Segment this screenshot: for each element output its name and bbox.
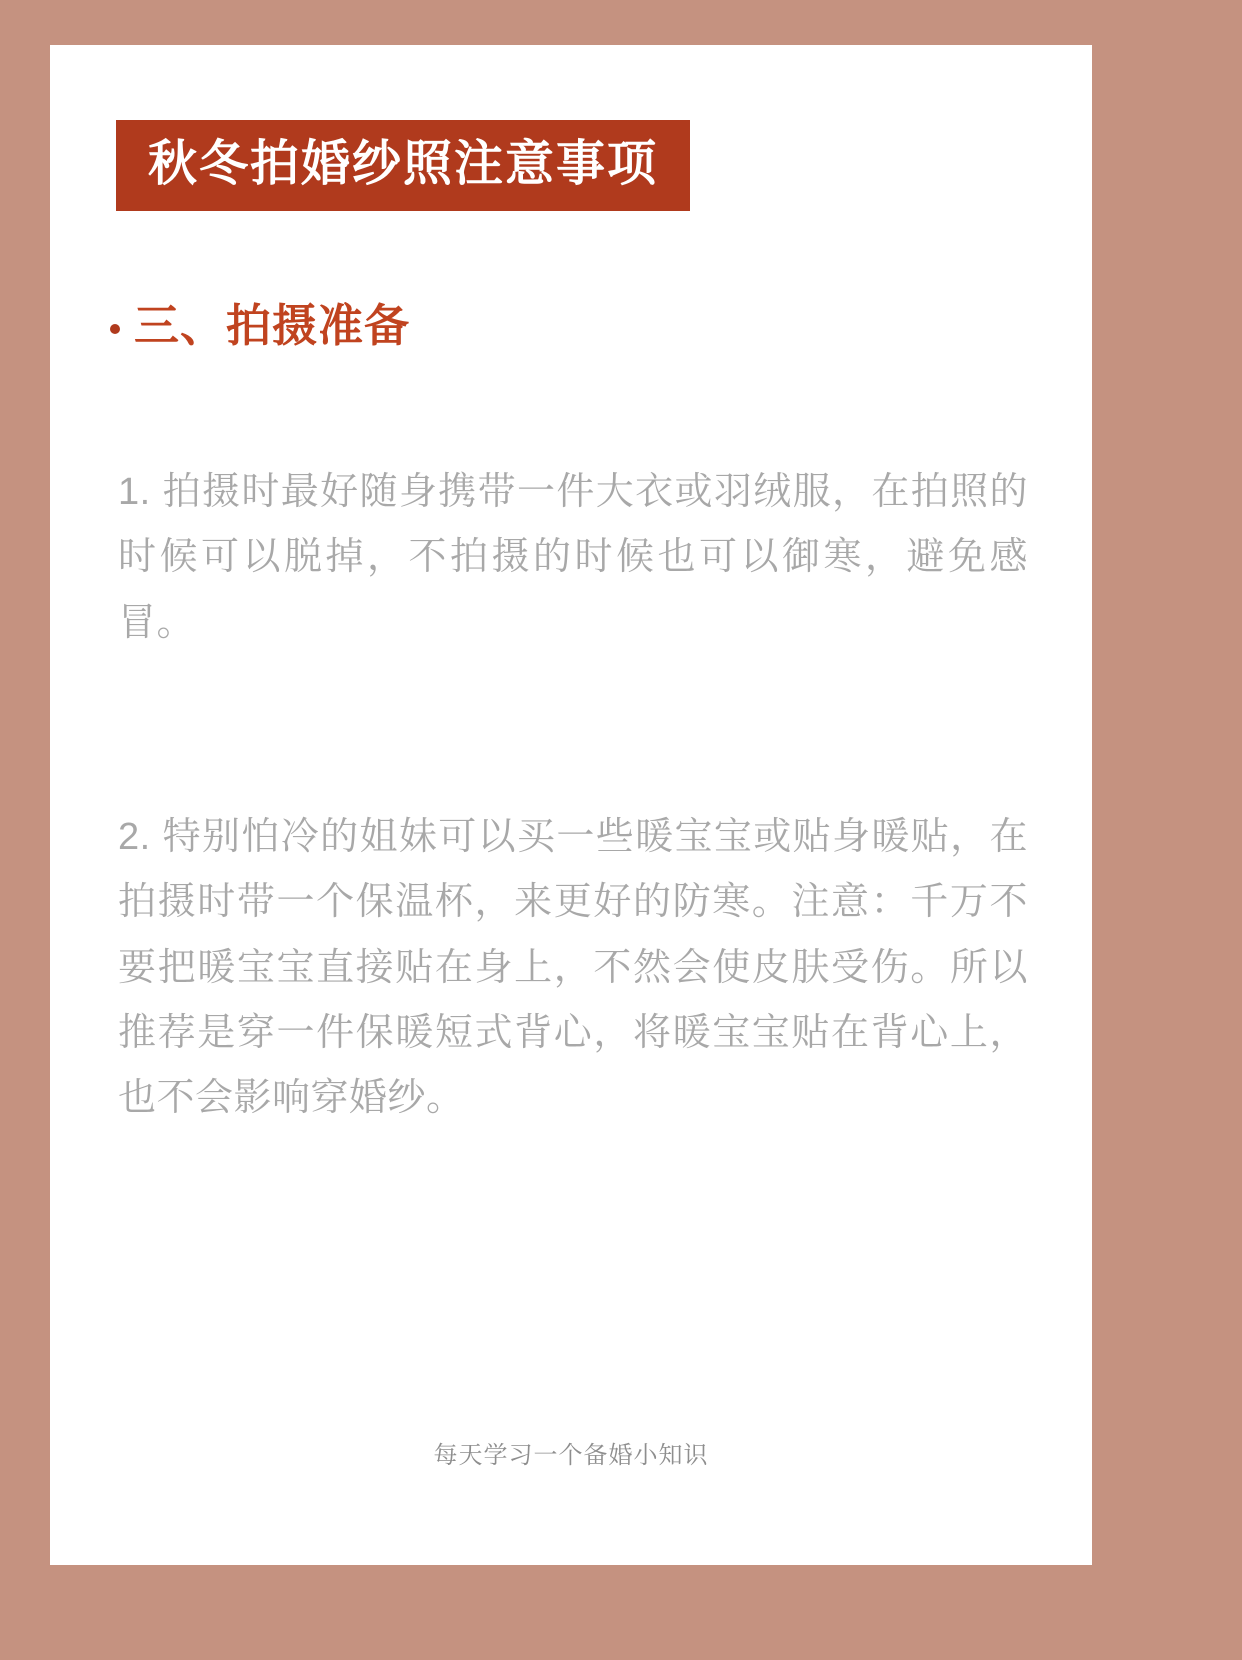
page-title: 秋冬拍婚纱照注意事项 <box>148 137 659 191</box>
paragraph-2: 2. 特别怕冷的姐妹可以买一些暖宝宝或贴身暖贴，在拍摄时带一个保温杯，来更好的防寒。注意：千万不要把暖宝宝直接贴在身上，不然会使皮肤受伤。所以推荐是穿一件保暖短式背心，将暖宝宝贴在背心上，也不会影响穿婚纱。 <box>118 816 1028 1120</box>
section-heading <box>110 300 411 351</box>
paragraph-1: 1. 拍摄时最好随身携带一件大衣或羽绒服，在拍照的时候可以脱掉，不拍摄的时候也可以御寒，避免感冒。 <box>118 471 1028 644</box>
footer-note: 每天学习一个备婚小知识 <box>433 1442 709 1469</box>
content-card <box>50 45 1092 1565</box>
section-heading-label: 三、拍摄准备 <box>134 300 411 351</box>
dot-marker-icon <box>110 324 120 334</box>
title-banner <box>116 120 690 211</box>
